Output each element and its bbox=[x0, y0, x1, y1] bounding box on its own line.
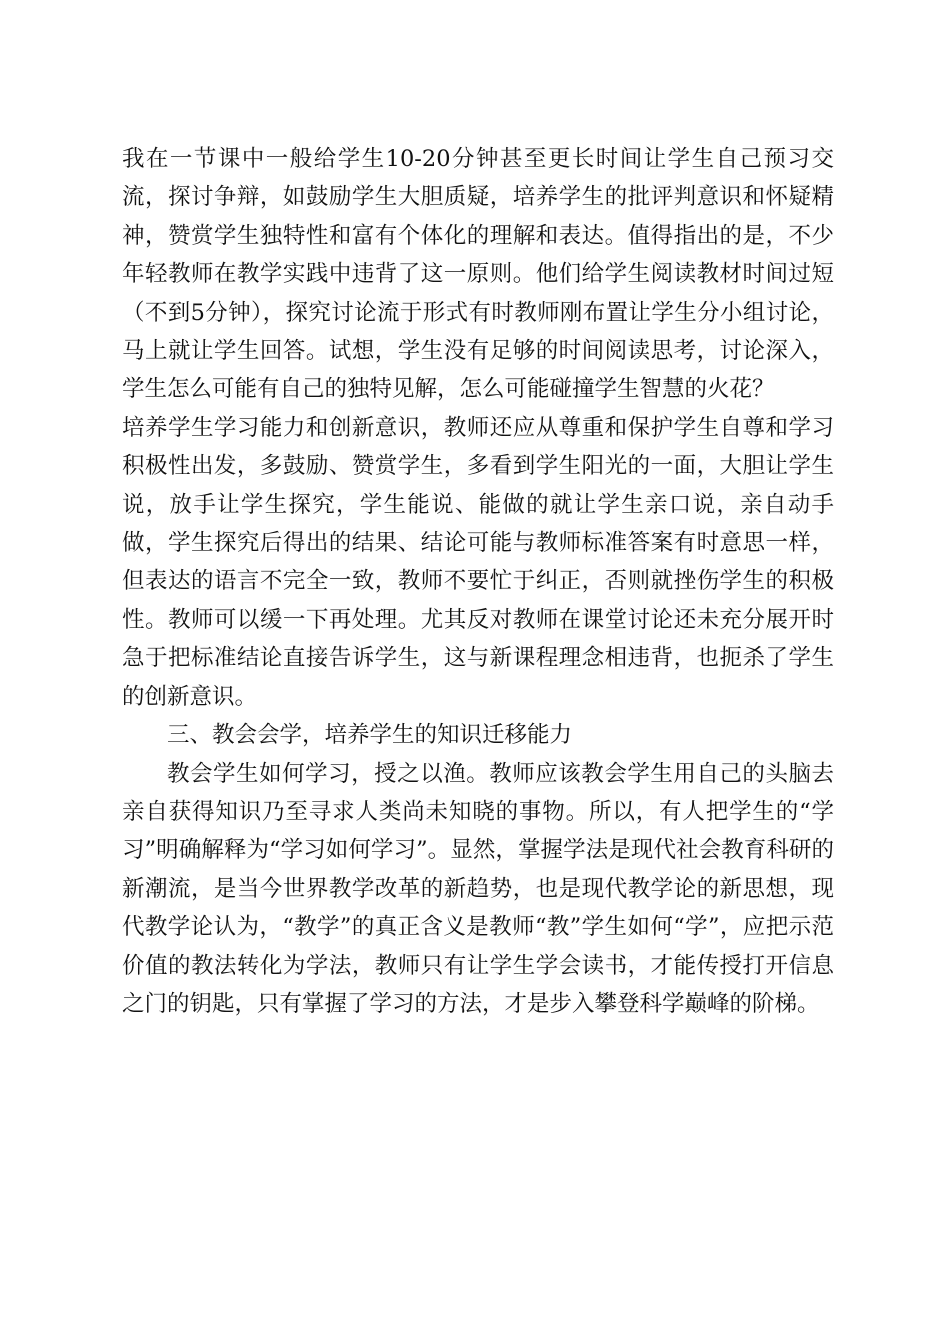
paragraph-innovation-awareness: 培养学生学习能力和创新意识，教师还应从尊重和保护学生自尊和学习积极性出发，多鼓励、赞赏学生，多看到学生阳光的一面，大胆让学生说，放手让学生探究，学生能说、能做的就让学生亲口说，亲自动手做，学生探究后得出的结果、结论可能与教师标准答案有时意思一样，但表达的语言不完全一致，教师不要忙于纠正，否则就挫伤学生的积极性。教师可以缓一下再处理。尤其反对教师在课堂讨论还未充分展开时急于把标准结论直接告诉学生，这与新课程理念相违背，也扼杀了学生的创新意识。 bbox=[122, 414, 834, 710]
paragraph-learning-methods: 教会学生如何学习，授之以渔。教师应该教会学生用自己的头脑去亲自获得知识乃至寻求人类尚未知晓的事物。所以，有人把学生的“学习”明确解释为“学习如何学习”。显然，掌握学法是现代社会教育科研的新潮流，是当今世界教学改革的新趋势，也是现代教学论的新思想，现代教学论认为，“教学”的真正含义是教师“教”学生如何“学”，应把示范价值的教法转化为学法，教师只有让学生学会读书，才能传授打开信息之门的钥匙，只有掌握了学习的方法，才是步入攀登科学巅峰的阶梯。 bbox=[122, 760, 834, 1017]
paragraph-continued-discussion: 我在一节课中一般给学生10-20分钟甚至更长时间让学生自己预习交流，探讨争辩，如鼓励学生大胆质疑，培养学生的批评判意识和怀疑精神，赞赏学生独特性和富有个体化的理解和表达。值得指出的是，不少年轻教师在教学实践中违背了这一原则。他们给学生阅读教材时间过短（不到5分钟），探究讨论流于形式有时教师刚布置让学生分小组讨论，马上就让学生回答。试想，学生没有足够的时间阅读思考，讨论深入，学生怎么可能有自己的独特见解，怎么可能碰撞学生智慧的火花？ bbox=[122, 146, 834, 403]
document-body bbox=[122, 140, 834, 1023]
section-heading-knowledge-transfer: 三、教会会学，培养学生的知识迁移能力 bbox=[167, 722, 573, 749]
